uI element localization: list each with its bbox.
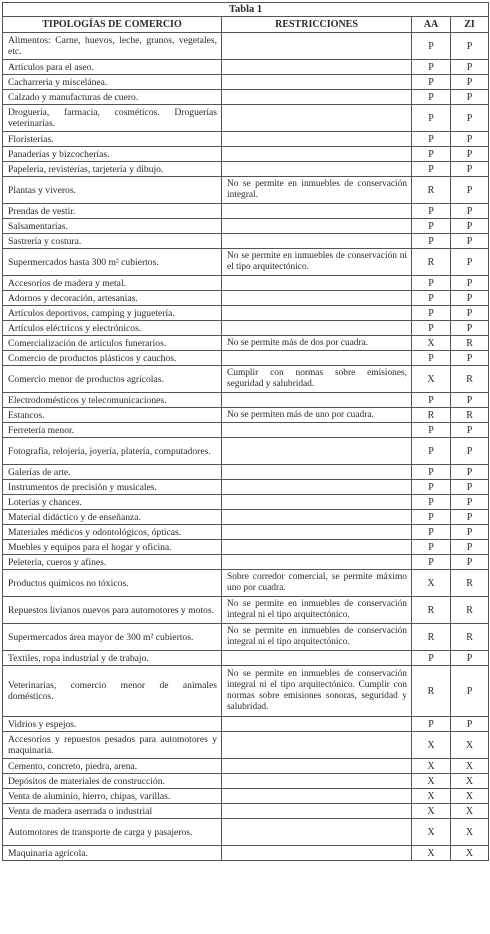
tipologia-cell: Accesorios y repuestos pesados para automotores y maquinaria. (3, 732, 222, 759)
aa-cell: R (412, 597, 451, 624)
table-row (3, 438, 489, 465)
tipologia-cell: Accesorios de madera y metal. (3, 276, 222, 291)
tipologia-cell: Vidrios y espejos. (3, 717, 222, 732)
aa-cell: P (412, 423, 451, 438)
aa-cell: P (412, 291, 451, 306)
tipologia-cell: Peletería, cueros y afines. (3, 555, 222, 570)
table-row (3, 510, 489, 525)
tipologia-cell: Repuestos livianos nuevos para automotores y motos. (3, 597, 222, 624)
zi-cell: X (451, 819, 489, 846)
restriccion-cell (222, 465, 412, 480)
zi-cell: P (451, 555, 489, 570)
table-caption: Tabla 1 (3, 3, 489, 17)
tipologia-cell: Automotores de transporte de carga y pasajeros. (3, 819, 222, 846)
table-row (3, 291, 489, 306)
aa-cell: P (412, 306, 451, 321)
table-row (3, 75, 489, 90)
aa-cell: P (412, 132, 451, 147)
zi-cell: P (451, 525, 489, 540)
zi-cell: P (451, 480, 489, 495)
aa-cell: X (412, 846, 451, 861)
zi-cell: X (451, 846, 489, 861)
restriccion-cell: No se permiten más de uno por cuadra. (222, 408, 412, 423)
aa-cell: P (412, 525, 451, 540)
aa-cell: X (412, 789, 451, 804)
table-row (3, 276, 489, 291)
table-row (3, 366, 489, 393)
table-row (3, 465, 489, 480)
zi-cell: P (451, 423, 489, 438)
restriccion-cell (222, 234, 412, 249)
zi-cell: P (451, 177, 489, 204)
table-row (3, 624, 489, 651)
table-row (3, 90, 489, 105)
commerce-typology-table (2, 2, 489, 861)
table-row (3, 249, 489, 276)
zi-cell: P (451, 162, 489, 177)
restriccion-cell (222, 651, 412, 666)
aa-cell: R (412, 666, 451, 717)
tipologia-cell: Venta de madera aserrada o industrial (3, 804, 222, 819)
tipologia-cell: Salsamentarías. (3, 219, 222, 234)
restriccion-cell: Sobre corredor comercial, se permite máximo uno por cuadra. (222, 570, 412, 597)
tipologia-cell: Floristerías. (3, 132, 222, 147)
restriccion-cell: No se permite en inmuebles de conservación integral ni el tipo arquitectónico. (222, 624, 412, 651)
aa-cell: P (412, 540, 451, 555)
restriccion-cell (222, 495, 412, 510)
zi-cell: P (451, 204, 489, 219)
table-caption-row (3, 3, 489, 17)
tipologia-cell: Textiles, ropa industrial y de trabajo. (3, 651, 222, 666)
zi-cell: P (451, 147, 489, 162)
aa-cell: P (412, 234, 451, 249)
restriccion-cell (222, 540, 412, 555)
tipologia-cell: Adornos y decoración, artesanías. (3, 291, 222, 306)
tipologia-cell: Supermercados hasta 300 m² cubiertos. (3, 249, 222, 276)
tipologia-cell: Papelería, revisterías, tarjetería y dibujo. (3, 162, 222, 177)
table-row (3, 393, 489, 408)
table-row (3, 666, 489, 717)
aa-cell: P (412, 651, 451, 666)
table-row (3, 732, 489, 759)
zi-cell: P (451, 105, 489, 132)
tipologia-cell: Venta de aluminio, hierro, chipas, varillas. (3, 789, 222, 804)
table-row (3, 651, 489, 666)
zi-cell: P (451, 276, 489, 291)
table-row (3, 336, 489, 351)
restriccion-cell: No se permite más de dos por cuadra. (222, 336, 412, 351)
tipologia-cell: Artículos eléctricos y electrónicos. (3, 321, 222, 336)
aa-cell: P (412, 33, 451, 60)
aa-cell: P (412, 219, 451, 234)
table-row (3, 597, 489, 624)
tipologia-cell: Ferretería menor. (3, 423, 222, 438)
table-row (3, 570, 489, 597)
aa-cell: P (412, 276, 451, 291)
tipologia-cell: Artículos para el aseo. (3, 60, 222, 75)
tipologia-cell: Veterinarias, comercio menor de animales domésticos. (3, 666, 222, 717)
table-row (3, 480, 489, 495)
restriccion-cell (222, 132, 412, 147)
restriccion-cell (222, 438, 412, 465)
tipologia-cell: Droguería, farmacia, cosméticos. Droguerías veterinarias. (3, 105, 222, 132)
zi-cell: P (451, 651, 489, 666)
restriccion-cell (222, 819, 412, 846)
table-row (3, 204, 489, 219)
header-restricciones: RESTRICCIONES (222, 17, 412, 33)
table-row (3, 540, 489, 555)
restriccion-cell (222, 351, 412, 366)
table-row (3, 33, 489, 60)
restriccion-cell (222, 789, 412, 804)
zi-cell: P (451, 666, 489, 717)
table-row (3, 789, 489, 804)
table-body (3, 33, 489, 861)
aa-cell: P (412, 321, 451, 336)
restriccion-cell (222, 276, 412, 291)
zi-cell: R (451, 366, 489, 393)
restriccion-cell: No se permite en inmuebles de conservación ni el tipo arquitectónico. (222, 249, 412, 276)
restriccion-cell (222, 717, 412, 732)
restriccion-cell (222, 33, 412, 60)
aa-cell: P (412, 510, 451, 525)
table-row (3, 774, 489, 789)
zi-cell: P (451, 60, 489, 75)
zi-cell: P (451, 351, 489, 366)
restriccion-cell (222, 90, 412, 105)
tipologia-cell: Comercio de productos plásticos y cauchos. (3, 351, 222, 366)
table-row (3, 306, 489, 321)
zi-cell: X (451, 732, 489, 759)
tipologia-cell: Muebles y equipos para el hogar y oficina. (3, 540, 222, 555)
restriccion-cell (222, 75, 412, 90)
aa-cell: X (412, 570, 451, 597)
tipologia-cell: Materiales médicos y odontológicos, ópticas. (3, 525, 222, 540)
restriccion-cell: Cumplir con normas sobre emisiones, seguridad y salubridad. (222, 366, 412, 393)
table-row (3, 804, 489, 819)
aa-cell: P (412, 162, 451, 177)
tipologia-cell: Instrumentos de precisión y musicales. (3, 480, 222, 495)
zi-cell: P (451, 291, 489, 306)
restriccion-cell (222, 480, 412, 495)
restriccion-cell (222, 510, 412, 525)
table-row (3, 423, 489, 438)
aa-cell: P (412, 147, 451, 162)
restriccion-cell (222, 204, 412, 219)
restriccion-cell (222, 555, 412, 570)
restriccion-cell (222, 393, 412, 408)
table-row (3, 147, 489, 162)
aa-cell: X (412, 819, 451, 846)
aa-cell: P (412, 105, 451, 132)
zi-cell: R (451, 336, 489, 351)
zi-cell: P (451, 249, 489, 276)
tipologia-cell: Productos químicos no tóxicos. (3, 570, 222, 597)
tipologia-cell: Cemento, concreto, piedra, arena. (3, 759, 222, 774)
aa-cell: P (412, 351, 451, 366)
zi-cell: P (451, 717, 489, 732)
zi-cell: P (451, 75, 489, 90)
zi-cell: P (451, 306, 489, 321)
aa-cell: P (412, 393, 451, 408)
aa-cell: X (412, 774, 451, 789)
zi-cell: P (451, 495, 489, 510)
zi-cell: R (451, 570, 489, 597)
zi-cell: R (451, 597, 489, 624)
aa-cell: P (412, 90, 451, 105)
aa-cell: P (412, 480, 451, 495)
restriccion-cell (222, 306, 412, 321)
aa-cell: R (412, 177, 451, 204)
tipologia-cell: Comercialización de artículos funerarios. (3, 336, 222, 351)
zi-cell: P (451, 33, 489, 60)
table-row (3, 717, 489, 732)
aa-cell: P (412, 495, 451, 510)
table-row (3, 759, 489, 774)
zi-cell: P (451, 234, 489, 249)
zi-cell: R (451, 408, 489, 423)
zi-cell: P (451, 465, 489, 480)
zi-cell: P (451, 132, 489, 147)
table-row (3, 105, 489, 132)
restriccion-cell (222, 846, 412, 861)
table-row (3, 525, 489, 540)
aa-cell: P (412, 717, 451, 732)
zi-cell: P (451, 393, 489, 408)
header-aa: AA (412, 17, 451, 33)
zi-cell: P (451, 540, 489, 555)
table-row (3, 555, 489, 570)
restriccion-cell (222, 147, 412, 162)
aa-cell: P (412, 438, 451, 465)
restriccion-cell (222, 291, 412, 306)
table-row (3, 321, 489, 336)
restriccion-cell (222, 105, 412, 132)
zi-cell: P (451, 438, 489, 465)
table-row (3, 177, 489, 204)
restriccion-cell (222, 774, 412, 789)
zi-cell: X (451, 774, 489, 789)
restriccion-cell (222, 321, 412, 336)
restriccion-cell (222, 162, 412, 177)
zi-cell: X (451, 789, 489, 804)
aa-cell: P (412, 60, 451, 75)
tipologia-cell: Comercio menor de productos agrícolas. (3, 366, 222, 393)
tipologia-cell: Electrodomésticos y telecomunicaciones. (3, 393, 222, 408)
table-row (3, 351, 489, 366)
zi-cell: P (451, 321, 489, 336)
tipologia-cell: Alimentos: Carne, huevos, leche, granos, vegetales, etc. (3, 33, 222, 60)
zi-cell: R (451, 624, 489, 651)
header-tipologias: TIPOLOGÍAS DE COMERCIO (3, 17, 222, 33)
aa-cell: R (412, 408, 451, 423)
table-header-row (3, 17, 489, 33)
aa-cell: X (412, 759, 451, 774)
restriccion-cell (222, 732, 412, 759)
aa-cell: P (412, 555, 451, 570)
table-row (3, 162, 489, 177)
tipologia-cell: Prendas de vestir. (3, 204, 222, 219)
tipologia-cell: Fotografía, relojería, joyería, platería, computadores. (3, 438, 222, 465)
table-row (3, 234, 489, 249)
table-row (3, 819, 489, 846)
aa-cell: X (412, 336, 451, 351)
tipologia-cell: Supermercados área mayor de 300 m² cubiertos. (3, 624, 222, 651)
header-zi: ZI (451, 17, 489, 33)
restriccion-cell (222, 525, 412, 540)
tipologia-cell: Loterías y chances. (3, 495, 222, 510)
table-row (3, 495, 489, 510)
aa-cell: X (412, 366, 451, 393)
zi-cell: X (451, 804, 489, 819)
restriccion-cell (222, 219, 412, 234)
restriccion-cell (222, 423, 412, 438)
tipologia-cell: Cacharrería y miscelánea. (3, 75, 222, 90)
aa-cell: P (412, 75, 451, 90)
restriccion-cell (222, 60, 412, 75)
tipologia-cell: Sastrería y costura. (3, 234, 222, 249)
aa-cell: X (412, 732, 451, 759)
table-row (3, 60, 489, 75)
table-row (3, 408, 489, 423)
tipologia-cell: Panaderías y bizcocherías. (3, 147, 222, 162)
tipologia-cell: Plantas y viveros. (3, 177, 222, 204)
zi-cell: P (451, 90, 489, 105)
tipologia-cell: Estancos. (3, 408, 222, 423)
tipologia-cell: Artículos deportivos, camping y juguetería. (3, 306, 222, 321)
aa-cell: X (412, 804, 451, 819)
tipologia-cell: Depósitos de materiales de construcción. (3, 774, 222, 789)
table-row (3, 132, 489, 147)
tipologia-cell: Material didáctico y de enseñanza. (3, 510, 222, 525)
restriccion-cell (222, 804, 412, 819)
aa-cell: P (412, 465, 451, 480)
zi-cell: X (451, 759, 489, 774)
table-row (3, 846, 489, 861)
aa-cell: R (412, 249, 451, 276)
aa-cell: R (412, 624, 451, 651)
zi-cell: P (451, 219, 489, 234)
tipologia-cell: Maquinaria agrícola. (3, 846, 222, 861)
restriccion-cell: No se permite en inmuebles de conservación integral. (222, 177, 412, 204)
restriccion-cell (222, 759, 412, 774)
aa-cell: P (412, 204, 451, 219)
tipologia-cell: Calzado y manufacturas de cuero. (3, 90, 222, 105)
zi-cell: P (451, 510, 489, 525)
restriccion-cell: No se permite en inmuebles de conservación integral ni el tipo arquitectónico. Cumplir con normas sobre emisiones sonoras, seguridad y salubridad. (222, 666, 412, 717)
tipologia-cell: Galerías de arte. (3, 465, 222, 480)
restriccion-cell: No se permite en inmuebles de conservación integral ni el tipo arquitectónico. (222, 597, 412, 624)
table-row (3, 219, 489, 234)
